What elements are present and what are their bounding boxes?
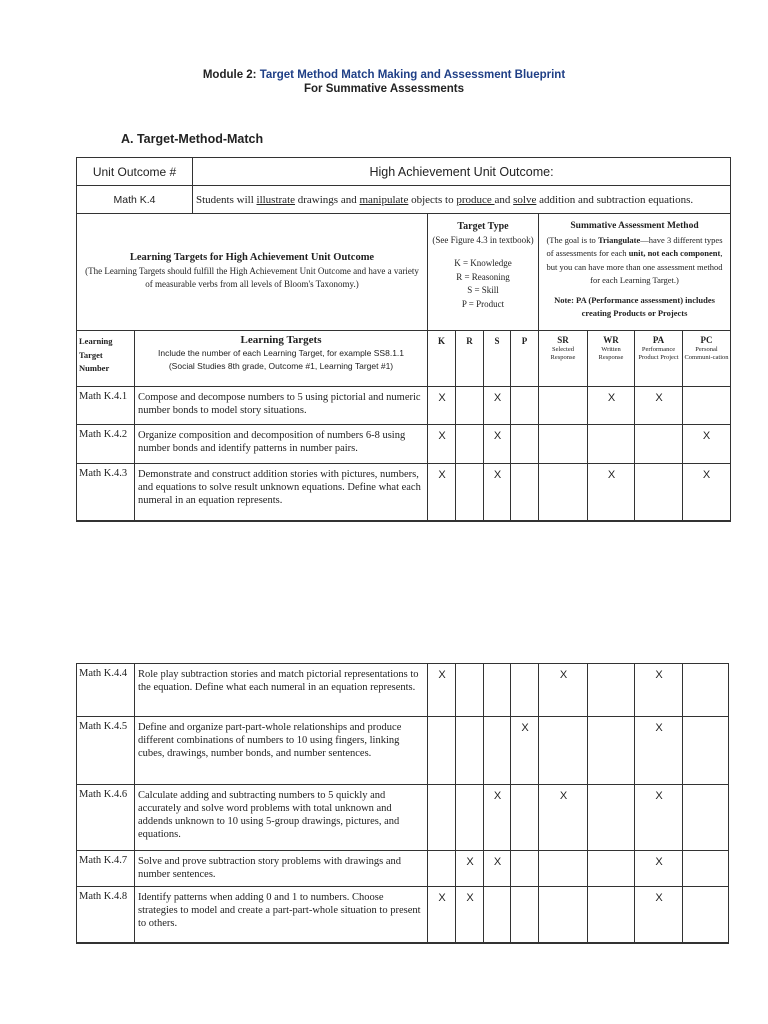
- check-mark: X: [655, 392, 663, 404]
- mark-s-cell: [484, 887, 511, 943]
- lt-heading-cell: [77, 214, 428, 331]
- title-text: Target Method Match Making and Assessment Blueprint: [259, 69, 566, 81]
- mark-p-cell: [511, 464, 539, 521]
- type-skill: S = Skill: [467, 285, 499, 295]
- check-mark: X: [607, 392, 616, 404]
- check-mark: X: [466, 892, 474, 904]
- mark-pc-cell: [683, 464, 730, 521]
- p-label: P: [521, 336, 528, 346]
- sam-text-part: , but you can have more than one assessment method for each Learning Target.): [546, 248, 723, 285]
- target-type-cell: [428, 214, 539, 331]
- r-label: R: [466, 336, 473, 346]
- mark-s-cell: [484, 387, 511, 425]
- sam-note: Note: PA (Performance assessment) includes creating Products or Projects: [554, 294, 715, 318]
- mark-pc-cell: [683, 664, 728, 717]
- mark-r-cell: [456, 425, 484, 464]
- wr-sub: Written Response: [598, 346, 624, 361]
- learning-target-text: Organize composition and decomposition of numbers 6-8 using number bonds and identify patterns in number pairs.: [135, 425, 428, 464]
- target-method-table-continued: [76, 663, 729, 944]
- mark-pa-cell: [635, 717, 683, 785]
- col-p-header: [511, 331, 539, 387]
- mark-r-cell: [456, 664, 484, 717]
- mark-p-cell: [511, 664, 539, 717]
- mark-wr-cell: [588, 785, 635, 851]
- mark-pa-cell: [635, 887, 683, 943]
- mark-wr-cell: [588, 851, 635, 887]
- mark-pc-cell: [683, 717, 728, 785]
- document-title: [0, 69, 768, 81]
- learning-target-text: Define and organize part-part-whole relationships and produce different combinations of numbers to 10 using fingers, linking cubes, drawings, number bonds, and number sentences.: [135, 717, 428, 785]
- check-mark: X: [702, 430, 711, 442]
- sam-triangulate: Triangulate: [597, 234, 641, 245]
- learning-target-id: Math K.4.3: [77, 464, 135, 521]
- section-heading: A. Target-Method-Match: [121, 132, 264, 146]
- mark-s-cell: [484, 785, 511, 851]
- target-type-ref: (See Figure 4.3 in textbook): [432, 234, 534, 245]
- pa-label: PA: [652, 335, 665, 345]
- check-mark: X: [438, 430, 446, 442]
- target-method-table: [76, 157, 731, 522]
- col-pa-header: [635, 331, 683, 387]
- check-mark: X: [559, 790, 568, 802]
- mark-s-cell: [484, 851, 511, 887]
- mark-wr-cell: [588, 887, 635, 943]
- check-mark: X: [438, 392, 446, 404]
- unit-outcome-label: Unit Outcome #: [92, 165, 177, 179]
- mark-pc-cell: [683, 851, 728, 887]
- outcome-text: and: [494, 194, 514, 206]
- learning-target-id: Math K.4.2: [77, 425, 135, 464]
- module-prefix: Module 2:: [202, 69, 257, 81]
- outcome-id: Math K.4: [113, 194, 156, 206]
- outcome-text: objects to: [408, 194, 457, 206]
- check-mark: X: [438, 469, 446, 481]
- check-mark: X: [493, 430, 502, 442]
- mark-sr-cell: [539, 425, 588, 464]
- col-s-header: [484, 331, 511, 387]
- col-k-header: [428, 331, 456, 387]
- col-lt-header: [135, 331, 428, 387]
- col-lt-sub2: (Social Studies 8th grade, Outcome #1, Learning Target #1): [168, 361, 394, 371]
- check-mark: X: [702, 469, 711, 481]
- learning-target-id: Math K.4.6: [77, 785, 135, 851]
- col-number-label: Learning Target Number: [79, 336, 113, 373]
- s-label: S: [494, 336, 500, 346]
- unit-outcome-header: [77, 158, 193, 186]
- mark-sr-cell: [539, 664, 588, 717]
- check-mark: X: [493, 392, 502, 404]
- mark-r-cell: [456, 717, 484, 785]
- mark-pc-cell: [683, 785, 728, 851]
- target-type-title: Target Type: [457, 221, 509, 232]
- mark-s-cell: [484, 425, 511, 464]
- check-mark: X: [655, 669, 663, 681]
- mark-r-cell: [456, 464, 484, 521]
- outcome-text: drawings and: [295, 194, 360, 206]
- learning-target-id: Math K.4.8: [77, 887, 135, 943]
- check-mark: X: [655, 892, 663, 904]
- k-label: K: [437, 336, 445, 346]
- mark-pa-cell: [635, 851, 683, 887]
- sam-cell: [539, 214, 730, 331]
- sam-text-part: (The goal is to: [546, 234, 598, 245]
- mark-sr-cell: [539, 387, 588, 425]
- mark-sr-cell: [539, 717, 588, 785]
- outcome-verb: produce: [456, 194, 495, 206]
- check-mark: X: [466, 856, 474, 868]
- learning-target-text: Identify patterns when adding 0 and 1 to numbers. Choose strategies to model and create a part-part-whole situation to present to others.: [135, 887, 428, 943]
- mark-k-cell: [428, 664, 456, 717]
- col-wr-header: [588, 331, 635, 387]
- mark-pa-cell: [635, 387, 683, 425]
- mark-k-cell: [428, 887, 456, 943]
- pc-label: PC: [700, 335, 713, 345]
- mark-pc-cell: [683, 887, 728, 943]
- mark-sr-cell: [539, 887, 588, 943]
- mark-s-cell: [484, 717, 511, 785]
- learning-target-id: Math K.4.4: [77, 664, 135, 717]
- mark-pc-cell: [683, 387, 730, 425]
- mark-pa-cell: [635, 785, 683, 851]
- check-mark: X: [521, 722, 529, 734]
- mark-wr-cell: [588, 717, 635, 785]
- learning-target-id: Math K.4.7: [77, 851, 135, 887]
- lt-note: (The Learning Targets should fulfill the High Achievement Unit Outcome and have a variety of measurable verbs from all levels of Bloom's Taxonomy.): [85, 266, 419, 289]
- pc-sub: Personal Communi-cation: [684, 346, 729, 361]
- col-lt-sub1: Include the number of each Learning Target, for example SS8.1.1: [157, 348, 405, 358]
- check-mark: X: [655, 790, 663, 802]
- col-pc-header: [683, 331, 730, 387]
- learning-target-text: Demonstrate and construct addition stories with pictures, numbers, and equations to solve result unknown equations. Define what each numeral in an equation represents.: [135, 464, 428, 521]
- mark-p-cell: [511, 887, 539, 943]
- mark-wr-cell: [588, 425, 635, 464]
- mark-k-cell: [428, 717, 456, 785]
- mark-sr-cell: [539, 785, 588, 851]
- learning-target-text: Role play subtraction stories and match pictorial representations to the equation. Define what each numeral in an equation represents.: [135, 664, 428, 717]
- outcome-text: Students will: [196, 194, 257, 206]
- col-lt-label: Learning Targets: [240, 334, 322, 346]
- sam-text: [543, 234, 726, 288]
- mark-pa-cell: [635, 425, 683, 464]
- mark-k-cell: [428, 851, 456, 887]
- sam-unit: unit, not each component: [628, 248, 721, 258]
- mark-k-cell: [428, 785, 456, 851]
- sr-sub: Selected Response: [550, 346, 576, 361]
- mark-sr-cell: [539, 851, 588, 887]
- mark-r-cell: [456, 387, 484, 425]
- outcome-verb: illustrate: [256, 194, 296, 206]
- check-mark: X: [559, 669, 568, 681]
- col-r-header: [456, 331, 484, 387]
- sam-text-part: —have 3 different types of assessments for each: [546, 234, 723, 258]
- high-achievement-label: High Achievement Unit Outcome:: [369, 165, 554, 179]
- mark-wr-cell: [588, 464, 635, 521]
- learning-target-id: Math K.4.5: [77, 717, 135, 785]
- mark-p-cell: [511, 851, 539, 887]
- document-subtitle: For Summative Assessments: [303, 83, 464, 95]
- type-knowledge: K = Knowledge: [454, 258, 512, 268]
- outcome-verb: solve: [513, 194, 537, 206]
- learning-target-text: Solve and prove subtraction story problems with drawings and number sentences.: [135, 851, 428, 887]
- mark-s-cell: [484, 664, 511, 717]
- mark-p-cell: [511, 785, 539, 851]
- check-mark: X: [438, 669, 446, 681]
- mark-k-cell: [428, 464, 456, 521]
- learning-target-text: Compose and decompose numbers to 5 using pictorial and numeric number bonds to model story situations.: [135, 387, 428, 425]
- check-mark: X: [438, 892, 446, 904]
- type-product: P = Product: [461, 298, 505, 309]
- lt-heading: Learning Targets for High Achievement Unit Outcome: [129, 252, 375, 263]
- mark-k-cell: [428, 387, 456, 425]
- col-number-header: [77, 331, 135, 387]
- check-mark: X: [493, 856, 502, 868]
- mark-k-cell: [428, 425, 456, 464]
- mark-sr-cell: [539, 464, 588, 521]
- check-mark: X: [607, 469, 616, 481]
- learning-target-text: Calculate adding and subtracting numbers to 5 quickly and accurately and solve word problems with total unknown and addends unknown to 10 using 5-group drawings, pictures, and equations.: [135, 785, 428, 851]
- check-mark: X: [493, 790, 502, 802]
- mark-p-cell: [511, 425, 539, 464]
- mark-s-cell: [484, 464, 511, 521]
- type-reasoning: R = Reasoning: [456, 271, 510, 282]
- mark-wr-cell: [588, 664, 635, 717]
- mark-p-cell: [511, 387, 539, 425]
- mark-pc-cell: [683, 425, 730, 464]
- outcome-id-cell: [77, 186, 193, 214]
- outcome-text: addition and subtraction equations.: [536, 194, 694, 206]
- sam-title: Summative Assessment Method: [570, 221, 699, 231]
- wr-label: WR: [603, 335, 619, 345]
- check-mark: X: [493, 469, 502, 481]
- mark-wr-cell: [588, 387, 635, 425]
- mark-pa-cell: [635, 664, 683, 717]
- mark-r-cell: [456, 785, 484, 851]
- check-mark: X: [655, 722, 663, 734]
- sr-label: SR: [557, 335, 569, 345]
- mark-r-cell: [456, 887, 484, 943]
- learning-target-id: Math K.4.1: [77, 387, 135, 425]
- outcome-text-cell: [193, 186, 730, 214]
- check-mark: X: [655, 856, 663, 868]
- col-sr-header: [539, 331, 588, 387]
- mark-pa-cell: [635, 464, 683, 521]
- outcome-verb: manipulate: [359, 194, 409, 206]
- mark-r-cell: [456, 851, 484, 887]
- mark-p-cell: [511, 717, 539, 785]
- pa-sub: Performance Product Project: [638, 346, 679, 361]
- high-achievement-header: [193, 158, 730, 186]
